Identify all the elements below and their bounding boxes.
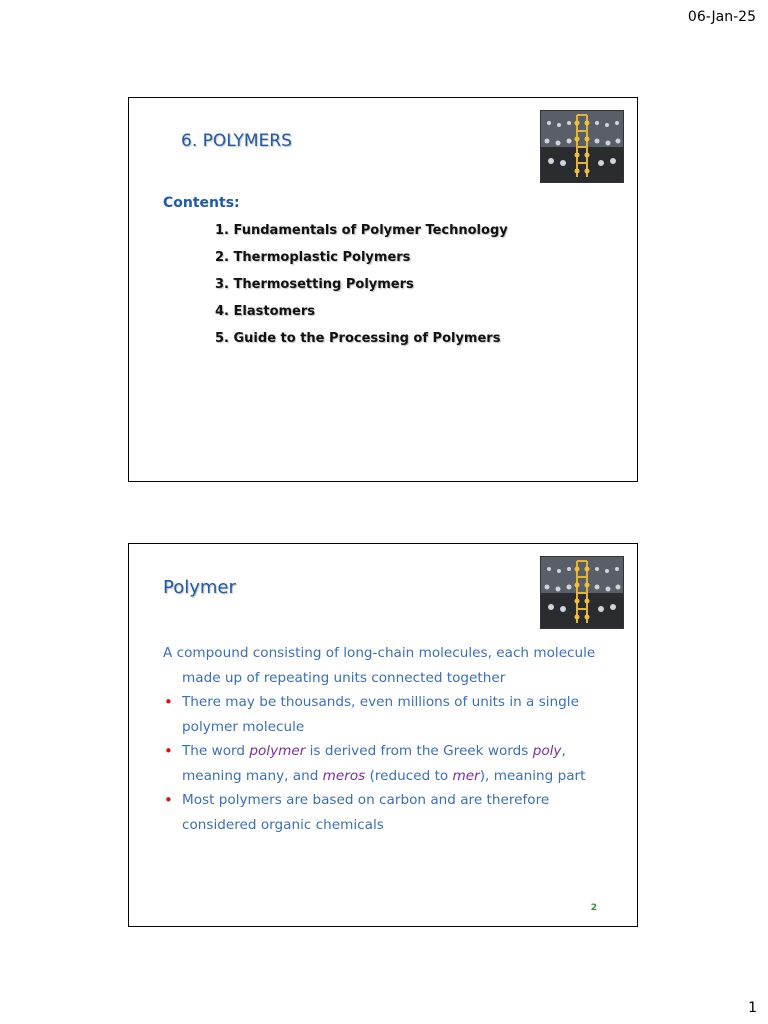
bullet-text: , meaning many, and	[182, 743, 566, 784]
bullet-dot-icon: •	[164, 791, 173, 809]
bullet-item	[163, 739, 603, 788]
bullet-text: (reduced to	[365, 767, 453, 784]
list-item: 3. Thermosetting Polymers	[215, 277, 414, 292]
contents-list	[215, 222, 508, 357]
emphasis-term: mer	[452, 767, 480, 784]
bullet-text: ), meaning part	[479, 767, 586, 784]
emphasis-term: meros	[322, 767, 366, 784]
bullet-item	[163, 690, 603, 739]
bullet-dot-icon: •	[164, 742, 173, 760]
bullet-text: Most polymers are based on carbon and are therefore considered organic chemicals	[182, 792, 550, 833]
molecular-lattice-image	[540, 110, 624, 183]
slide-2-body	[163, 641, 603, 837]
definition-text: A compound consisting of long-chain molecules, each molecule made up of repeating units connected together	[163, 645, 596, 686]
bullet-item	[163, 788, 603, 837]
slide-2-title: Polymer	[163, 577, 236, 598]
molecular-lattice-image	[540, 556, 624, 629]
list-item: 4. Elastomers	[215, 304, 316, 319]
list-item: 5. Guide to the Processing of Polymers	[215, 331, 501, 346]
bullet-text: The word	[182, 743, 250, 759]
slide-number: 2	[590, 903, 597, 913]
emphasis-term: polymer	[249, 743, 306, 759]
bullet-list	[163, 690, 603, 837]
bullet-text: There may be thousands, even millions of units in a single polymer molecule	[182, 694, 579, 735]
slide-1	[128, 97, 638, 482]
header-date: 06-Jan-25	[687, 9, 756, 25]
contents-label: Contents:	[163, 195, 240, 211]
page-number: 1	[748, 1000, 757, 1016]
emphasis-term: poly	[532, 743, 562, 759]
list-item: 1. Fundamentals of Polymer Technology	[215, 223, 508, 238]
bullet-dot-icon: •	[164, 693, 173, 711]
slide-1-title: 6. POLYMERS	[181, 131, 292, 151]
slide-2	[128, 543, 638, 927]
list-item: 2. Thermoplastic Polymers	[215, 250, 411, 265]
bullet-text: is derived from the Greek words	[305, 743, 533, 759]
